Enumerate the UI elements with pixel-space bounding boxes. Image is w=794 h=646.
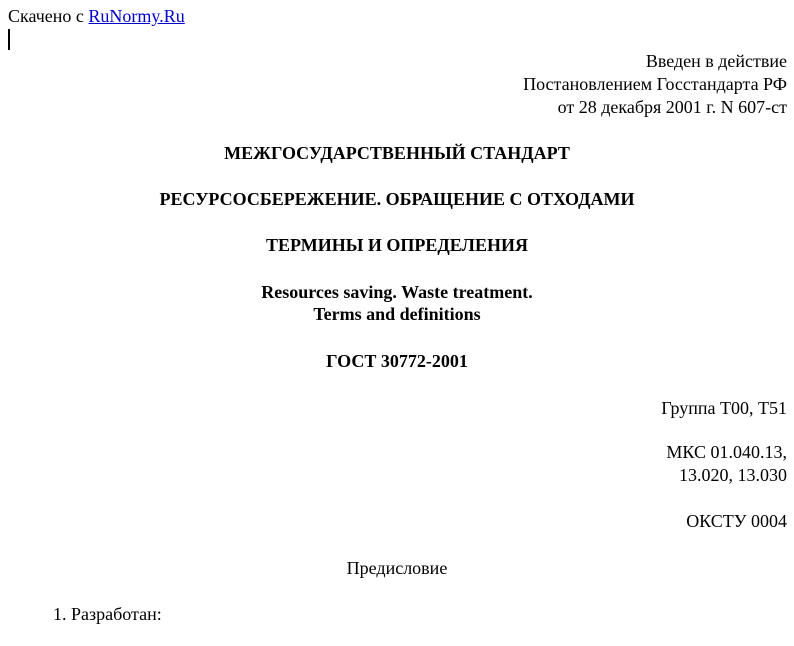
mks-line-2: 13.020, 13.030 <box>679 465 787 485</box>
enactment-line-1: Введен в действие <box>645 51 787 71</box>
mks-line-1: МКС 01.040.13, <box>666 442 787 462</box>
standard-code: ГОСТ 30772-2001 <box>326 351 468 371</box>
foreword-heading: Предисловие <box>346 558 448 578</box>
enactment-line-3: от 28 декабря 2001 г. N 607-ст <box>557 97 787 117</box>
text-cursor <box>8 29 10 50</box>
download-source-prefix: Скачено с <box>8 6 89 26</box>
enactment-line-2: Постановлением Госстандарта РФ <box>523 74 787 94</box>
download-source-line <box>8 5 185 28</box>
subject-heading-en-2: Terms and definitions <box>313 304 481 324</box>
classification-group: Группа Т00, Т51 <box>661 398 787 418</box>
subject-heading-ru: РЕСУРСОСБЕРЕЖЕНИЕ. ОБРАЩЕНИЕ С ОТХОДАМИ <box>159 189 635 209</box>
subtitle-heading-ru: ТЕРМИНЫ И ОПРЕДЕЛЕНИЯ <box>266 235 528 255</box>
runormy-link[interactable]: RuNormy.Ru <box>88 6 185 26</box>
subject-heading-en-1: Resources saving. Waste treatment. <box>261 282 533 302</box>
standard-type-heading: МЕЖГОСУДАРСТВЕННЫЙ СТАНДАРТ <box>224 143 570 163</box>
okstu-code: ОКСТУ 0004 <box>686 511 787 531</box>
foreword-item-1: 1. Разработан: <box>53 604 162 624</box>
